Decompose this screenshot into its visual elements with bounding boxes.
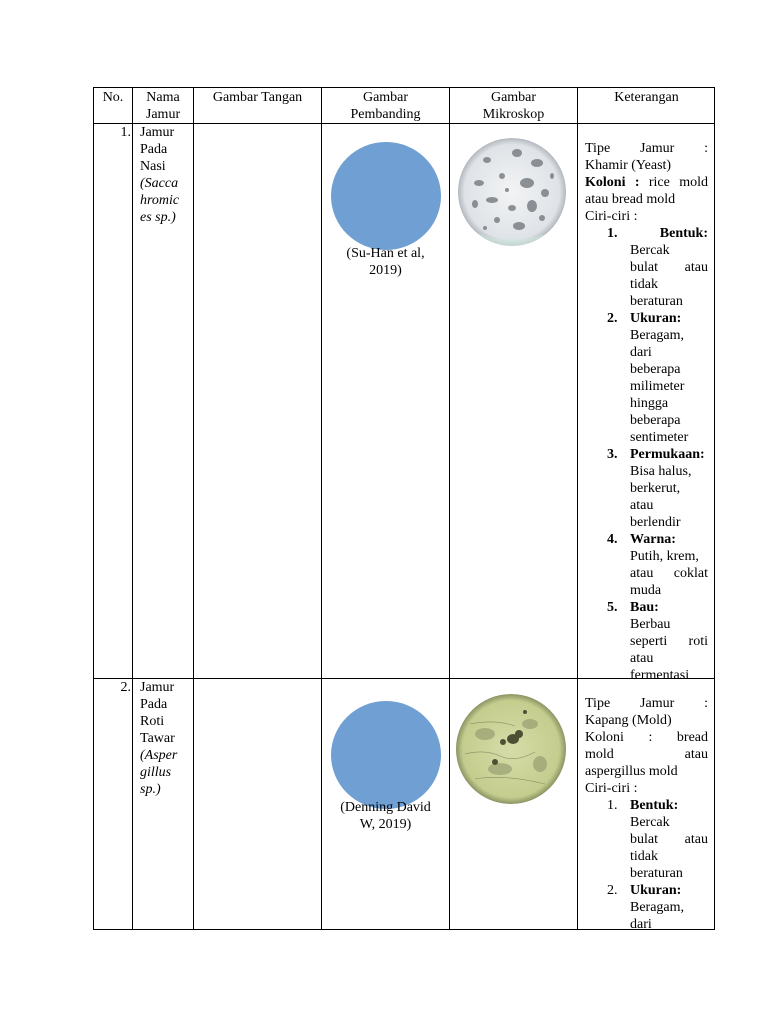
item-line: Bisa halus, xyxy=(630,464,692,479)
text: : xyxy=(648,730,653,745)
row1-no: 1. xyxy=(120,125,131,140)
item-line: berlendir xyxy=(630,515,681,530)
koloni-value: aspergillus mold xyxy=(585,764,678,779)
item-line: dari xyxy=(630,917,652,932)
text: : xyxy=(704,141,708,156)
tipe-line xyxy=(585,140,708,157)
ciri-label: Ciri-ciri : xyxy=(585,209,638,224)
item-label xyxy=(630,310,708,327)
text: Ukuran: xyxy=(630,311,682,326)
text: rice mold xyxy=(648,175,709,190)
row2-nama-jamur xyxy=(140,679,188,798)
ciri-label: Ciri-ciri : xyxy=(585,781,638,796)
item-label xyxy=(630,882,708,899)
text: Jamur xyxy=(640,141,675,156)
text: Warna: xyxy=(630,532,676,547)
koloni-label xyxy=(585,175,640,190)
header-line: Gambar xyxy=(362,90,409,105)
tipe-value: Khamir (Yeast) xyxy=(585,158,672,173)
item-line: berkerut, xyxy=(630,481,681,496)
item-number: 5. xyxy=(607,600,618,615)
text: Ukuran: xyxy=(630,883,682,898)
item-line: sentimeter xyxy=(630,430,689,445)
item-line: tidak xyxy=(630,849,658,864)
text: Bentuk: xyxy=(659,226,708,241)
name-line: Roti xyxy=(140,714,165,729)
latin-line: (Asper xyxy=(140,748,178,763)
tipe-line xyxy=(585,695,708,712)
list-item xyxy=(585,446,708,531)
item-line: Beragam, xyxy=(630,900,685,915)
list-item xyxy=(585,797,708,882)
header-line: Pembanding xyxy=(350,107,421,122)
item-line: Beragam, xyxy=(630,328,685,343)
list-item xyxy=(585,225,708,310)
item-line: hingga xyxy=(630,396,669,411)
name-line: Jamur xyxy=(140,125,175,140)
microscope-image-aspergillus xyxy=(455,694,567,804)
text: Jamur xyxy=(640,696,675,711)
microscope-image-yeast xyxy=(457,138,567,246)
list-item xyxy=(585,310,708,446)
item-number: 4. xyxy=(607,532,618,547)
text: Tipe xyxy=(585,696,611,711)
citation-line: W, 2019) xyxy=(359,817,412,832)
item-line: bulat atau xyxy=(630,260,708,275)
text: bread xyxy=(676,730,708,745)
koloni-line xyxy=(585,174,708,191)
citation-line: (Su-Han et al, xyxy=(346,246,425,261)
text: Koloni : xyxy=(585,175,640,190)
citation-line: 2019) xyxy=(369,263,402,278)
name-line: Tawar xyxy=(140,731,175,746)
item-line: dari xyxy=(630,345,652,360)
item-line: Berbau xyxy=(630,617,671,632)
header-keterangan: Keterangan xyxy=(614,90,679,105)
header-line: Nama xyxy=(146,90,180,105)
item-label xyxy=(630,599,708,616)
item-line: beraturan xyxy=(630,294,683,309)
item-line: muda xyxy=(630,583,662,598)
row2-no: 2. xyxy=(120,680,131,695)
list-item xyxy=(585,882,708,933)
item-line: fermentasi xyxy=(630,668,690,683)
characteristics-list xyxy=(585,797,708,933)
item-line: beberapa xyxy=(630,362,681,377)
item-label xyxy=(630,531,708,548)
item-line: tidak xyxy=(630,277,658,292)
item-line: beraturan xyxy=(630,866,683,881)
name-line: Jamur xyxy=(140,680,175,695)
text: Permukaan: xyxy=(630,447,705,462)
text: Bentuk: xyxy=(630,798,679,813)
citation-line: (Denning David xyxy=(340,800,431,815)
text: : xyxy=(704,696,708,711)
reference-image-placeholder xyxy=(331,701,441,809)
tipe-value: Kapang (Mold) xyxy=(585,713,672,728)
koloni-line xyxy=(585,729,708,746)
header-nama-jamur xyxy=(133,89,193,123)
item-line: Putih, krem, xyxy=(630,549,699,564)
row2-keterangan xyxy=(585,695,708,933)
item-line: bulat atau xyxy=(630,832,708,847)
item-line: atau coklat xyxy=(630,566,708,581)
latin-line: (Sacca xyxy=(140,176,179,191)
item-label xyxy=(630,797,708,814)
item-line: beberapa xyxy=(630,413,681,428)
item-line: Bercak xyxy=(630,815,670,830)
reference-image-placeholder xyxy=(331,142,441,250)
latin-line: sp.) xyxy=(140,782,161,797)
latin-line: es sp.) xyxy=(140,210,176,225)
item-label xyxy=(630,225,708,242)
row1-keterangan xyxy=(585,140,708,684)
name-line: Pada xyxy=(140,697,168,712)
row1-nama-jamur xyxy=(140,124,188,226)
header-gambar-mikroskop xyxy=(450,89,577,123)
item-number: 1. xyxy=(607,226,618,241)
header-no: No. xyxy=(102,90,124,105)
text: mold xyxy=(585,747,614,762)
text: Bau: xyxy=(630,600,659,615)
text: atau xyxy=(684,747,708,762)
item-line: Bercak xyxy=(630,243,670,258)
name-line: Pada xyxy=(140,142,168,157)
header-line: Mikroskop xyxy=(482,107,545,122)
name-line: Nasi xyxy=(140,159,166,174)
col-divider xyxy=(449,88,450,929)
col-divider xyxy=(132,88,133,929)
header-gambar-pembanding xyxy=(322,89,449,123)
item-number: 3. xyxy=(607,447,618,462)
item-line: atau xyxy=(630,498,654,513)
header-line: Jamur xyxy=(145,107,181,122)
text: Koloni xyxy=(585,730,624,745)
col-divider xyxy=(193,88,194,929)
latin-line: gillus xyxy=(140,765,172,780)
text: Tipe xyxy=(585,141,611,156)
col-divider xyxy=(577,88,578,929)
list-item xyxy=(585,599,708,684)
item-label xyxy=(630,446,708,463)
row2-citation xyxy=(322,799,449,833)
item-line: seperti roti xyxy=(630,634,708,649)
item-number: 1. xyxy=(607,798,618,813)
list-item xyxy=(585,531,708,599)
item-line: atau xyxy=(630,651,654,666)
latin-line: hromic xyxy=(140,193,180,208)
item-number: 2. xyxy=(607,311,618,326)
header-gambar-tangan: Gambar Tangan xyxy=(212,90,303,105)
koloni-line xyxy=(585,746,708,763)
header-line: Gambar xyxy=(490,90,537,105)
koloni-value: atau bread mold xyxy=(585,192,676,207)
item-line: milimeter xyxy=(630,379,685,394)
characteristics-list xyxy=(585,225,708,684)
item-number: 2. xyxy=(607,883,618,898)
data-table xyxy=(93,87,715,930)
row1-citation xyxy=(322,245,449,279)
